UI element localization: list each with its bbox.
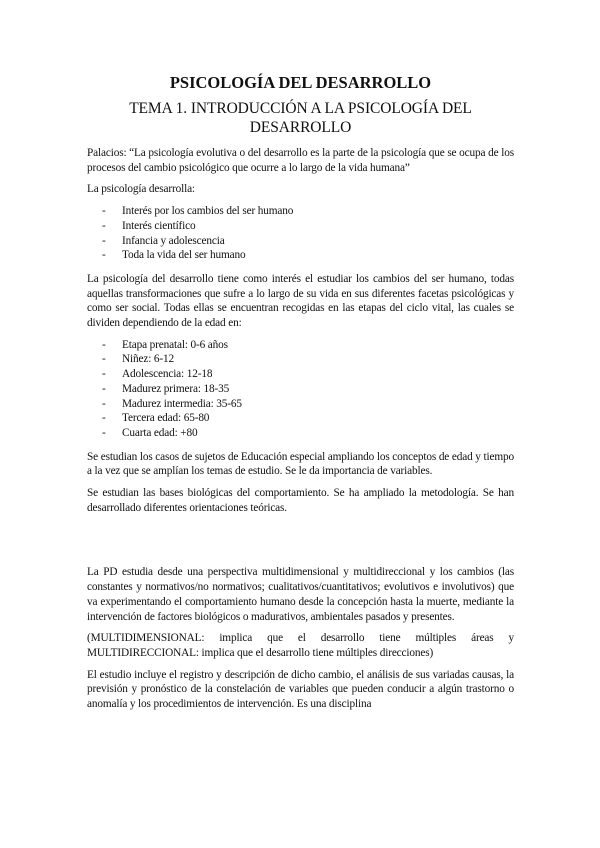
list-item: - Cuarta edad: +80 xyxy=(87,426,514,441)
multidimensional-paragraph: (MULTIDIMENSIONAL: implica que el desarrollo tiene múltiples áreas y MULTIDIRECCIONAL: implica que el desarrollo tiene múltiples direcciones) xyxy=(87,632,514,659)
list-item: - Etapa prenatal: 0-6 años xyxy=(87,338,514,353)
life-stages-list xyxy=(87,338,514,441)
list-item: - Toda la vida del ser humano xyxy=(87,248,514,263)
study-paragraph: El estudio incluye el registro y descripción de dicho cambio, el análisis de sus variadas causas, la previsión y pronóstico de la constelación de variables que pueden conducir a algún trastorno o anomalía y los procedimientos de intervención. Es una disciplina xyxy=(87,668,514,711)
blank-space xyxy=(87,522,514,565)
list-item: - Infancia y adolescencia xyxy=(87,234,514,249)
list-item: - Madurez intermedia: 35-65 xyxy=(87,397,514,412)
document-title: PSICOLOGÍA DEL DESARROLLO xyxy=(169,73,432,92)
list-item: - Adolescencia: 12-18 xyxy=(87,367,514,382)
list-item: - Interés por los cambios del ser humano xyxy=(87,204,514,219)
document-subtitle: TEMA 1. INTRODUCCIÓN A LA PSICOLOGÍA DEL DESARROLLO xyxy=(129,100,472,136)
special-education-paragraph: Se estudian los casos de sujetos de Educación especial ampliando los conceptos de edad y tiempo a la vez que se amplían los temas de estudio. Se le da importancia de variables. xyxy=(87,450,514,478)
list-item: - Tercera edad: 65-80 xyxy=(87,411,514,426)
list-item: - Madurez primera: 18-35 xyxy=(87,382,514,397)
develops-list xyxy=(87,204,514,263)
document-body xyxy=(87,73,514,719)
list-item: - Niñez: 6-12 xyxy=(87,352,514,367)
definition-paragraph: Palacios: “La psicología evolutiva o del desarrollo es la parte de la psicología que se ocupa de los procesos del cambio psicológico que ocurre a lo largo de la vida humana” xyxy=(87,147,514,174)
list-item: - Interés científico xyxy=(87,219,514,234)
intro-label: La psicología desarrolla: xyxy=(87,183,195,196)
biological-bases-paragraph: Se estudian las bases biológicas del comportamiento. Se ha ampliado la metodología. Se han desarrollado diferentes orientaciones teóricas. xyxy=(87,487,514,514)
interest-paragraph: La psicología del desarrollo tiene como interés el estudiar los cambios del ser humano, todas aquellas transformaciones que sufre a lo largo de su vida en sus diferentes facetas psicológicas y como ser social. Todas ellas se encuentran recogidas en las etapas del ciclo vital, las cuales se dividen dependiendo de la edad en: xyxy=(87,272,514,330)
pd-paragraph: La PD estudia desde una perspectiva multidimensional y multidireccional y los cambios (las constantes y normativos/no normativos; cualitativos/cuantitativos; evolutivos e involutivos) que va experimentando el comportamiento humano desde la concepción hasta la muerte, mediante la intervención de factores biológicos o madurativos, ambientales pasados y presentes. xyxy=(87,566,514,623)
